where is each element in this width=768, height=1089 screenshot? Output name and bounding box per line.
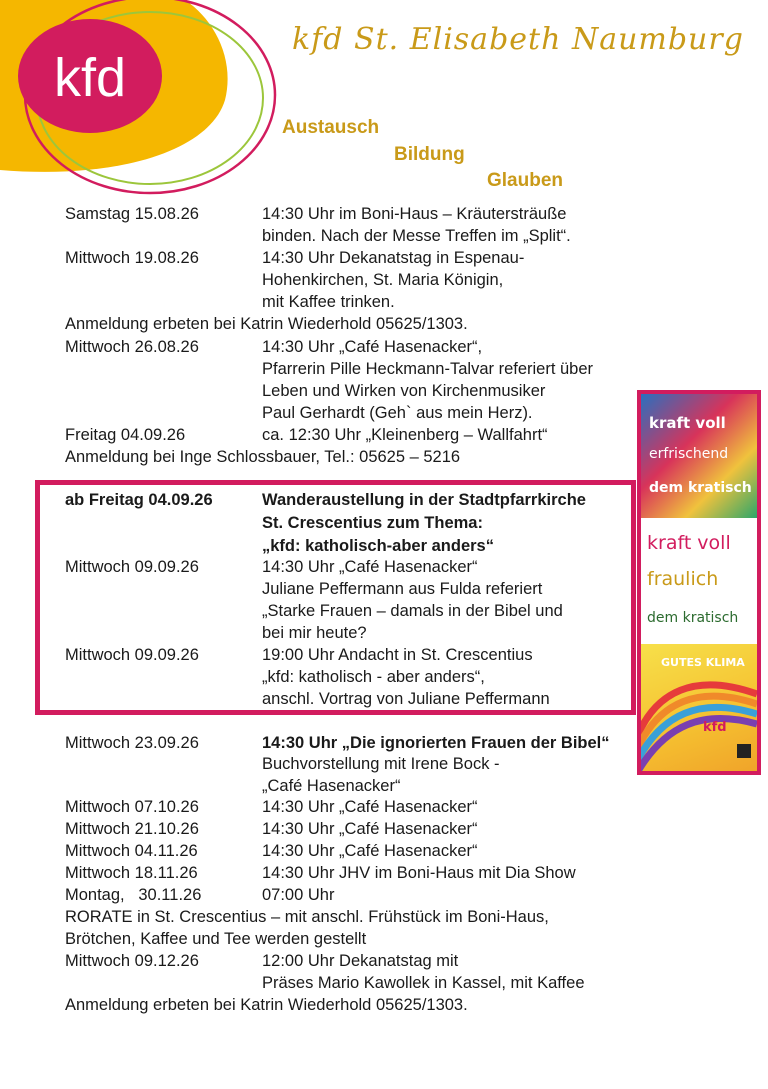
poster-text: erfrischend [649,446,729,462]
note-text: Anmeldung erbeten bei Katrin Wiederhold 05625/1303. [65,315,468,333]
event-row [0,775,768,797]
event-date: Mittwoch 09.12.26 [65,952,199,970]
registration-note [0,994,768,1016]
event-row [0,225,768,247]
event-text: 14:30 Uhr JHV im Boni-Haus mit Dia Show [262,864,576,882]
event-text: 14:30 Uhr „Café Hasenacker“ [262,820,478,838]
event-row [0,840,768,862]
event-text: Wanderaustellung in der Stadtpfarrkirche [262,491,586,509]
event-row [0,336,768,358]
event-date: ab Freitag 04.09.26 [65,491,213,509]
note-text: Anmeldung bei Inge Schlossbauer, Tel.: 05625 – 5216 [65,448,461,466]
event-text: 07:00 Uhr [262,886,335,904]
note-text: Anmeldung erbeten bei Katrin Wiederhold 05625/1303. [65,996,468,1014]
event-text: Präses Mario Kawollek in Kassel, mit Kaffee [262,974,585,992]
event-row [0,862,768,884]
event-note [0,928,768,950]
event-text: bei mir heute? [262,624,367,642]
event-text: 14:30 Uhr „Café Hasenacker“ [262,842,478,860]
event-row [0,796,768,818]
event-date: Mittwoch 26.08.26 [65,338,199,356]
event-row [0,247,768,269]
tagline-austausch: Austausch [282,117,380,138]
event-date: Mittwoch 23.09.26 [65,734,199,752]
event-text: 14:30 Uhr im Boni-Haus – Kräutersträuße [262,205,567,223]
poster-text: kfd [703,720,727,735]
event-text: binden. Nach der Messe Treffen im „Split“. [262,227,571,245]
event-date: Mittwoch 19.08.26 [65,249,199,267]
event-note [0,906,768,928]
logo-text: kfd [53,48,127,108]
poster-text: kraft voll [649,414,726,432]
event-date: Mittwoch 21.10.26 [65,820,199,838]
poster-panel-2 [641,518,757,644]
poster-text: kraft voll [647,532,731,554]
tagline-bildung: Bildung [394,144,465,165]
event-text: „Starke Frauen – damals in der Bibel und [262,602,563,620]
event-text: Leben und Wirken von Kirchenmusiker [262,382,546,400]
poster-text: fraulich [647,568,719,590]
event-text: anschl. Vortrag von Juliane Peffermann [262,690,550,708]
poster-text: GUTES KLIMA [661,656,745,669]
event-row [0,269,768,291]
event-text: 14:30 Uhr „Café Hasenacker“ [262,558,478,576]
poster-collage [637,390,761,775]
event-text: 14:30 Uhr „Die ignorierten Frauen der Bibel“ [262,734,610,752]
event-date: Mittwoch 04.11.26 [65,842,198,860]
event-text: Buchvorstellung mit Irene Bock - [262,755,500,773]
event-row [0,358,768,380]
event-row [0,291,768,313]
event-text: 12:00 Uhr Dekanatstag mit [262,952,459,970]
event-date: Mittwoch 09.09.26 [65,558,199,576]
event-text: Paul Gerhardt (Geh` aus mein Herz). [262,404,533,422]
event-text: Juliane Peffermann aus Fulda referiert [262,580,543,598]
event-text: ca. 12:30 Uhr „Kleinenberg – Wallfahrt“ [262,426,548,444]
poster-text: dem kratisch [649,480,752,496]
event-text: mit Kaffee trinken. [262,293,395,311]
event-row [0,950,768,972]
event-row [0,884,768,906]
event-text: Pfarrerin Pille Heckmann-Talvar referiert über [262,360,594,378]
poster-panel-3 [641,644,757,771]
event-date: Montag, 30.11.26 [65,886,202,904]
registration-note [0,313,768,335]
event-text: Hohenkirchen, St. Maria Königin, [262,271,504,289]
event-row [0,818,768,840]
event-text: „Café Hasenacker“ [262,777,401,795]
event-text: „kfd: katholisch - aber anders“, [262,668,485,686]
event-text: St. Crescentius zum Thema: [262,514,483,532]
poster-text: dem kratisch [647,610,739,626]
kfd-logo [0,0,300,200]
poster-panel-1 [641,394,757,518]
event-date: Mittwoch 18.11.26 [65,864,198,882]
event-row [0,203,768,225]
event-date: Freitag 04.09.26 [65,426,186,444]
note-text: Brötchen, Kaffee und Tee werden gestellt [65,930,367,948]
event-text: 19:00 Uhr Andacht in St. Crescentius [262,646,533,664]
event-text: „kfd: katholisch-aber anders“ [262,537,494,555]
qr-code-icon [737,744,751,758]
event-text: 14:30 Uhr Dekanatstag in Espenau- [262,249,525,267]
event-text: 14:30 Uhr „Café Hasenacker“, [262,338,483,356]
page-title: kfd St. Elisabeth Naumburg [292,22,744,57]
event-text: 14:30 Uhr „Café Hasenacker“ [262,798,478,816]
event-date: Mittwoch 09.09.26 [65,646,199,664]
event-date: Samstag 15.08.26 [65,205,199,223]
logo-graphic [0,0,300,200]
tagline-glauben: Glauben [487,170,564,191]
event-row [0,972,768,994]
note-text: RORATE in St. Crescentius – mit anschl. Frühstück im Boni-Haus, [65,908,549,926]
event-date: Mittwoch 07.10.26 [65,798,199,816]
